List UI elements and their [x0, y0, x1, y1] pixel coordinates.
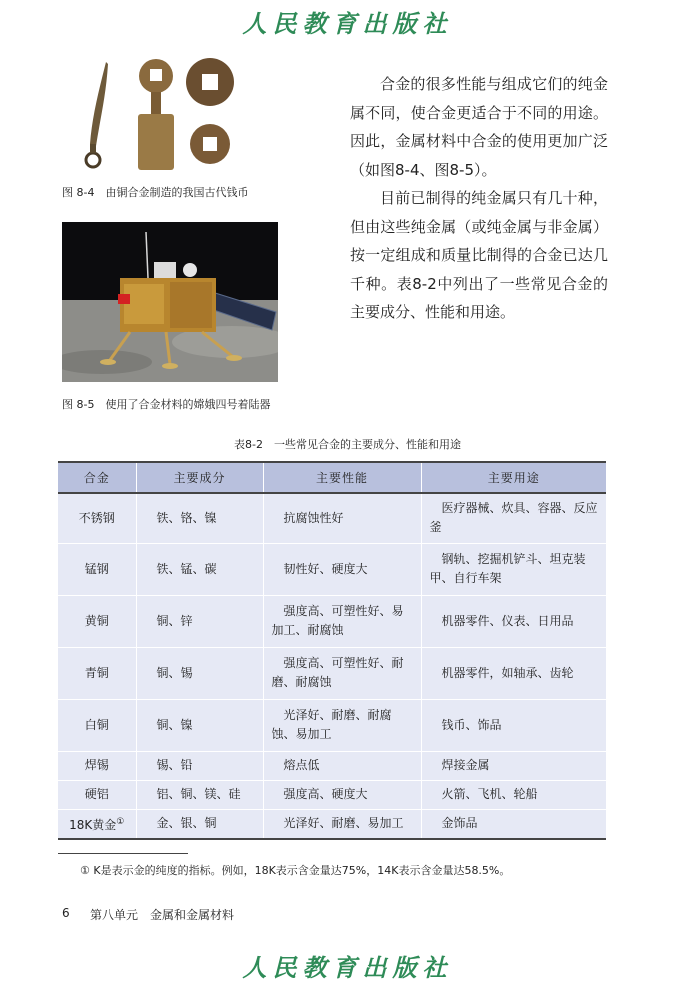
table-row [58, 595, 606, 647]
cell-alloy-text: 焊锡 [84, 758, 109, 772]
cell-uses [421, 751, 606, 780]
cell-composition-text: 铁、锰、碳 [156, 561, 217, 576]
cell-uses-text: 机器零件、仪表、日用品 [441, 613, 574, 628]
cell-alloy [58, 595, 136, 647]
cell-properties-text: 强度高、可塑性好、易加工、耐腐蚀 [271, 604, 404, 637]
cell-composition [136, 595, 263, 647]
ancient-coins-image [78, 56, 248, 176]
lander-photo [62, 222, 278, 382]
cell-uses-text: 焊接金属 [441, 758, 490, 772]
table-row [58, 493, 606, 543]
cell-alloy [58, 780, 136, 809]
table-title: 表8-2 一些常见合金的主要成分、性能和用途 [234, 438, 461, 451]
cell-uses [421, 493, 606, 543]
table-row [58, 780, 606, 809]
cell-composition [136, 699, 263, 751]
cell-uses-text: 火箭、飞机、轮船 [441, 787, 538, 801]
paragraph-text: 合金的很多性能与组成它们的纯金属不同，使合金更适合于不同的用途。因此，金属材料中合金的使用更加广泛（如图8-4、图8-5）。 [350, 75, 608, 179]
cell-composition [136, 751, 263, 780]
spade-coin-icon [138, 59, 174, 170]
cell-uses [421, 809, 606, 839]
cell-composition [136, 493, 263, 543]
footnote-divider [58, 853, 188, 854]
cell-composition-text: 铁、铬、镍 [156, 510, 217, 525]
cell-composition-text: 铜、锡 [156, 665, 193, 680]
cell-alloy-text: 白铜 [84, 717, 109, 732]
cell-properties-text: 熔点低 [283, 758, 320, 772]
cell-properties [263, 780, 421, 809]
cell-properties [263, 699, 421, 751]
cell-uses-text: 机器零件，如轴承、齿轮 [441, 665, 574, 680]
cell-properties [263, 751, 421, 780]
table-row [58, 543, 606, 595]
cell-alloy-text: 黄铜 [84, 613, 109, 628]
cell-uses-text: 金饰品 [441, 816, 478, 830]
cell-uses-text: 钱币、饰品 [441, 717, 502, 732]
footnote-marker: ① [116, 816, 125, 827]
coins-caption: 图 8-4 由铜合金制造的我国古代钱币 [62, 186, 249, 199]
cell-properties [263, 543, 421, 595]
cell-alloy [58, 699, 136, 751]
cell-composition-text: 铜、镍 [156, 717, 193, 732]
cell-composition [136, 780, 263, 809]
cell-alloy-text: 18K黄金 [69, 817, 117, 832]
table-row [58, 751, 606, 780]
paragraph-text: 目前已制得的纯金属只有几十种，但由这些纯金属（或纯金属与非金属）按一定组成和质量比制得的合金已达几千种。表8-2中列出了一些常见合金的主要成分、性能和用途。 [350, 189, 608, 321]
header-properties: 主要性能 [263, 462, 421, 493]
page-number: 6 [62, 906, 70, 920]
cell-composition-text: 锡、铅 [156, 758, 193, 772]
footnote: ① K是表示金的纯度的指标。例如，18K表示含金量达75%，14K表示含金量达58.5%。 [80, 864, 511, 877]
table-header-row [58, 462, 606, 493]
cell-alloy [58, 493, 136, 543]
cell-composition [136, 647, 263, 699]
cell-composition-text: 铜、锌 [156, 613, 193, 628]
alloy-table [58, 461, 606, 840]
cell-alloy [58, 543, 136, 595]
cell-properties-text: 韧性好、硬度大 [283, 561, 368, 576]
cell-composition [136, 809, 263, 839]
lander-caption: 图 8-5 使用了合金材料的嫦娥四号着陆器 [62, 398, 271, 411]
table-row [58, 699, 606, 751]
cell-properties-text: 强度高、硬度大 [283, 787, 368, 801]
cell-alloy-text: 青铜 [84, 665, 109, 680]
cell-alloy-text: 锰钢 [84, 561, 109, 576]
header-composition: 主要成分 [136, 462, 263, 493]
cell-uses [421, 647, 606, 699]
knife-coin-icon [86, 62, 108, 167]
round-coin-icon [186, 58, 234, 164]
publisher-logo-bottom: 人民教育出版社 [242, 953, 453, 982]
cell-uses [421, 595, 606, 647]
cell-alloy [58, 647, 136, 699]
unit-title: 第八单元 金属和金属材料 [90, 908, 235, 922]
cell-properties [263, 493, 421, 543]
table-row [58, 647, 606, 699]
table-row [58, 809, 606, 839]
cell-uses [421, 543, 606, 595]
cell-composition-text: 铝、铜、镁、硅 [156, 787, 241, 801]
cell-composition [136, 543, 263, 595]
header-uses: 主要用途 [421, 462, 606, 493]
cell-properties [263, 595, 421, 647]
paragraph-alloy-properties [350, 70, 608, 184]
cell-alloy-text: 硬铝 [84, 787, 109, 801]
cell-uses [421, 699, 606, 751]
cell-properties-text: 光泽好、耐磨、易加工 [283, 816, 404, 830]
cell-uses [421, 780, 606, 809]
cell-properties-text: 强度高、可塑性好、耐磨、耐腐蚀 [271, 656, 404, 689]
cell-alloy [58, 751, 136, 780]
cell-alloy-text: 不锈钢 [78, 510, 115, 525]
cell-properties-text: 光泽好、耐磨、耐腐蚀、易加工 [271, 708, 392, 741]
cell-uses-text: 医疗器械、炊具、容器、反应釜 [429, 501, 598, 535]
cell-composition-text: 金、银、铜 [156, 816, 217, 830]
header-alloy: 合金 [58, 462, 136, 493]
cell-uses-text: 钢轨、挖掘机铲斗、坦克装甲、自行车架 [429, 552, 586, 585]
paragraph-alloy-count [350, 184, 608, 327]
cell-properties [263, 809, 421, 839]
cell-properties-text: 抗腐蚀性好 [283, 510, 344, 525]
cell-alloy [58, 809, 136, 839]
cell-properties [263, 647, 421, 699]
publisher-logo-top: 人民教育出版社 [242, 9, 453, 38]
